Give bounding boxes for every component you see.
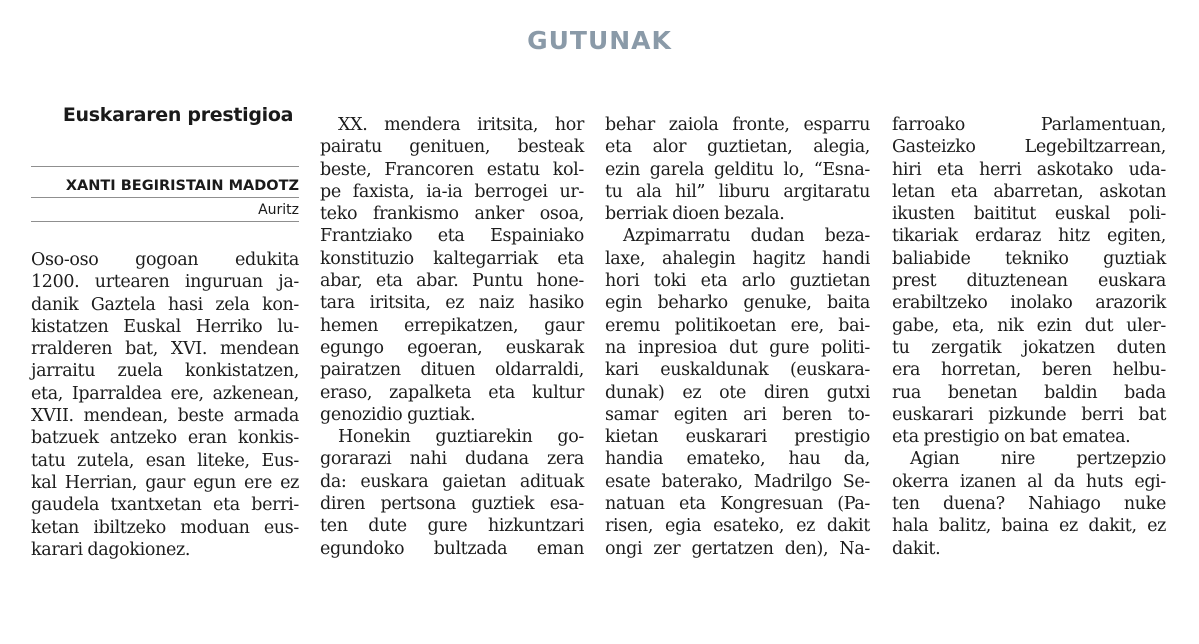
text-line: baliabide tekniko guztiak	[892, 248, 1166, 269]
text-line: eta, Iparraldea ere, azkenean,	[31, 383, 299, 404]
text-line: na inpresioa dut gure politi-	[605, 337, 870, 358]
text-line: tatu zutela, esan liteke, Eus-	[31, 450, 299, 471]
text-line: tara iritsita, ez naiz hasiko	[320, 293, 584, 314]
article-headline: Euskararen prestigioa	[62, 104, 294, 126]
text-line: tu ala hil” liburu argitaratu	[605, 181, 870, 202]
text-line: Agian nire pertzepzio	[910, 449, 1166, 470]
text-line: dunak) ez ote diren gutxi	[605, 382, 870, 403]
text-line: rralderen bat, XVI. mendean	[31, 339, 299, 360]
text-line: berriak dioen bezala.	[605, 204, 785, 225]
text-line: okerra izanen al da huts egi-	[892, 471, 1166, 492]
text-line: pairatu genituen, besteak	[320, 137, 584, 158]
text-line: genozidio guztiak.	[320, 404, 476, 425]
text-line: rua benetan baldin bada	[892, 382, 1166, 403]
divider-bottom	[31, 221, 299, 222]
text-line: egundoko bultzada eman	[320, 538, 584, 559]
text-line: hiri eta herri askotako uda-	[892, 159, 1166, 180]
text-line: danik Gaztela hasi zela kon-	[31, 294, 299, 315]
section-title: GUTUNAK	[527, 26, 672, 55]
text-line: gabe, eta, nik ezin dut uler-	[892, 315, 1166, 336]
text-line: natuan eta Kongresuan (Pa-	[605, 494, 870, 515]
text-line: gorarazi nahi dudana zera	[320, 449, 584, 470]
text-line: batzuek antzeko eran konkis-	[31, 428, 299, 449]
text-line: pairatzen dituen oldarraldi,	[320, 360, 584, 381]
text-line: 1200. urtearen inguruan ja-	[31, 272, 299, 293]
text-line: prest dituztenean euskara	[892, 271, 1166, 292]
article-column-4	[892, 114, 1166, 560]
article-column-3	[605, 114, 870, 560]
text-line: da: euskara gaietan adituak	[320, 471, 584, 492]
author-name: XANTI BEGIRISTAIN MADOTZ	[65, 178, 299, 194]
text-line: XVII. mendean, beste armada	[31, 406, 299, 427]
text-line: hori toki eta arlo guztietan	[605, 271, 870, 292]
text-line: tu zergatik jokatzen duten	[892, 337, 1166, 358]
text-line: eta prestigio on bat ematea.	[892, 427, 1131, 448]
text-line: farroako Parlamentuan,	[892, 115, 1166, 135]
text-line: risen, egia esateko, ez dakit	[605, 516, 870, 537]
text-line: jarraitu zuela konkistatzen,	[31, 361, 299, 382]
text-line: letan eta abarretan, askotan	[892, 181, 1166, 202]
text-line: euskarari pizkunde berri bat	[892, 404, 1166, 425]
text-line: tikariak erdaraz hitz egiten,	[892, 226, 1166, 247]
text-line: egungo egoeran, euskarak	[320, 337, 584, 358]
text-line: Gasteizko Legebiltzarrean,	[892, 137, 1166, 158]
text-line: eremu politikoetan ere, bai-	[605, 315, 870, 336]
text-line: erabiltzeko inolako arazorik	[892, 293, 1166, 314]
text-line: Azpimarratu dudan beza-	[623, 226, 870, 247]
text-line: pe faxista, ia-ia berrogei ur-	[320, 181, 584, 202]
text-line: kistatzen Euskal Herriko lu-	[31, 316, 299, 337]
text-line: ten dute gure hizkuntzari	[320, 516, 584, 537]
text-line: gaudela txantxetan eta berri-	[31, 495, 299, 516]
text-line: kal Herrian, gaur egun ere ez	[31, 472, 299, 493]
text-line: behar zaiola fronte, esparru	[605, 115, 870, 135]
text-line: era horretan, beren helbu-	[892, 360, 1166, 381]
text-line: Frantziako eta Espainiako	[320, 226, 584, 247]
text-line: handia emateko, hau da,	[605, 449, 870, 470]
divider-top	[31, 166, 299, 167]
text-line: Oso-oso gogoan edukita	[31, 250, 299, 270]
text-line: egin beharko genuke, baita	[605, 293, 870, 314]
text-line: diren pertsona guztiek esa-	[320, 494, 584, 515]
text-line: laxe, ahalegin hagitz handi	[605, 248, 870, 269]
text-line: XX. mendera iritsita, hor	[338, 115, 584, 135]
text-line: ikusten baititut euskal poli-	[892, 204, 1166, 225]
text-line: ezin garela gelditu lo, “Esna-	[605, 159, 870, 180]
text-line: kari euskaldunak (euskara-	[605, 360, 870, 381]
text-line: samar egiten ari beren to-	[605, 404, 870, 425]
text-line: kietan euskarari prestigio	[605, 427, 870, 448]
text-line: esate baterako, Madrilgo Se-	[605, 471, 870, 492]
text-line: eraso, zapalketa eta kultur	[320, 382, 584, 403]
text-line: dakit.	[892, 538, 941, 559]
divider-author	[31, 197, 299, 198]
author-location: Auritz	[258, 202, 299, 218]
text-line: ongi zer gertatzen den), Na-	[605, 538, 870, 559]
text-line: hala balitz, baina ez dakit, ez	[892, 516, 1166, 537]
text-line: konstituzio kaltegarriak eta	[320, 248, 584, 269]
article-column-1	[31, 249, 299, 561]
text-line: beste, Francoren estatu kol-	[320, 159, 584, 180]
text-line: eta alor guztietan, alegia,	[605, 137, 870, 158]
text-line: ketan ibiltzeko moduan eus-	[31, 517, 299, 538]
text-line: ten duena? Nahiago nuke	[892, 494, 1166, 515]
text-line: teko frankismo anker osoa,	[320, 204, 584, 225]
text-line: abar, eta abar. Puntu hone-	[320, 271, 584, 292]
article-column-2	[320, 114, 584, 560]
text-line: hemen errepikatzen, gaur	[320, 315, 584, 336]
text-line: karari dagokionez.	[31, 539, 191, 560]
text-line: Honekin guztiarekin go-	[338, 427, 584, 448]
